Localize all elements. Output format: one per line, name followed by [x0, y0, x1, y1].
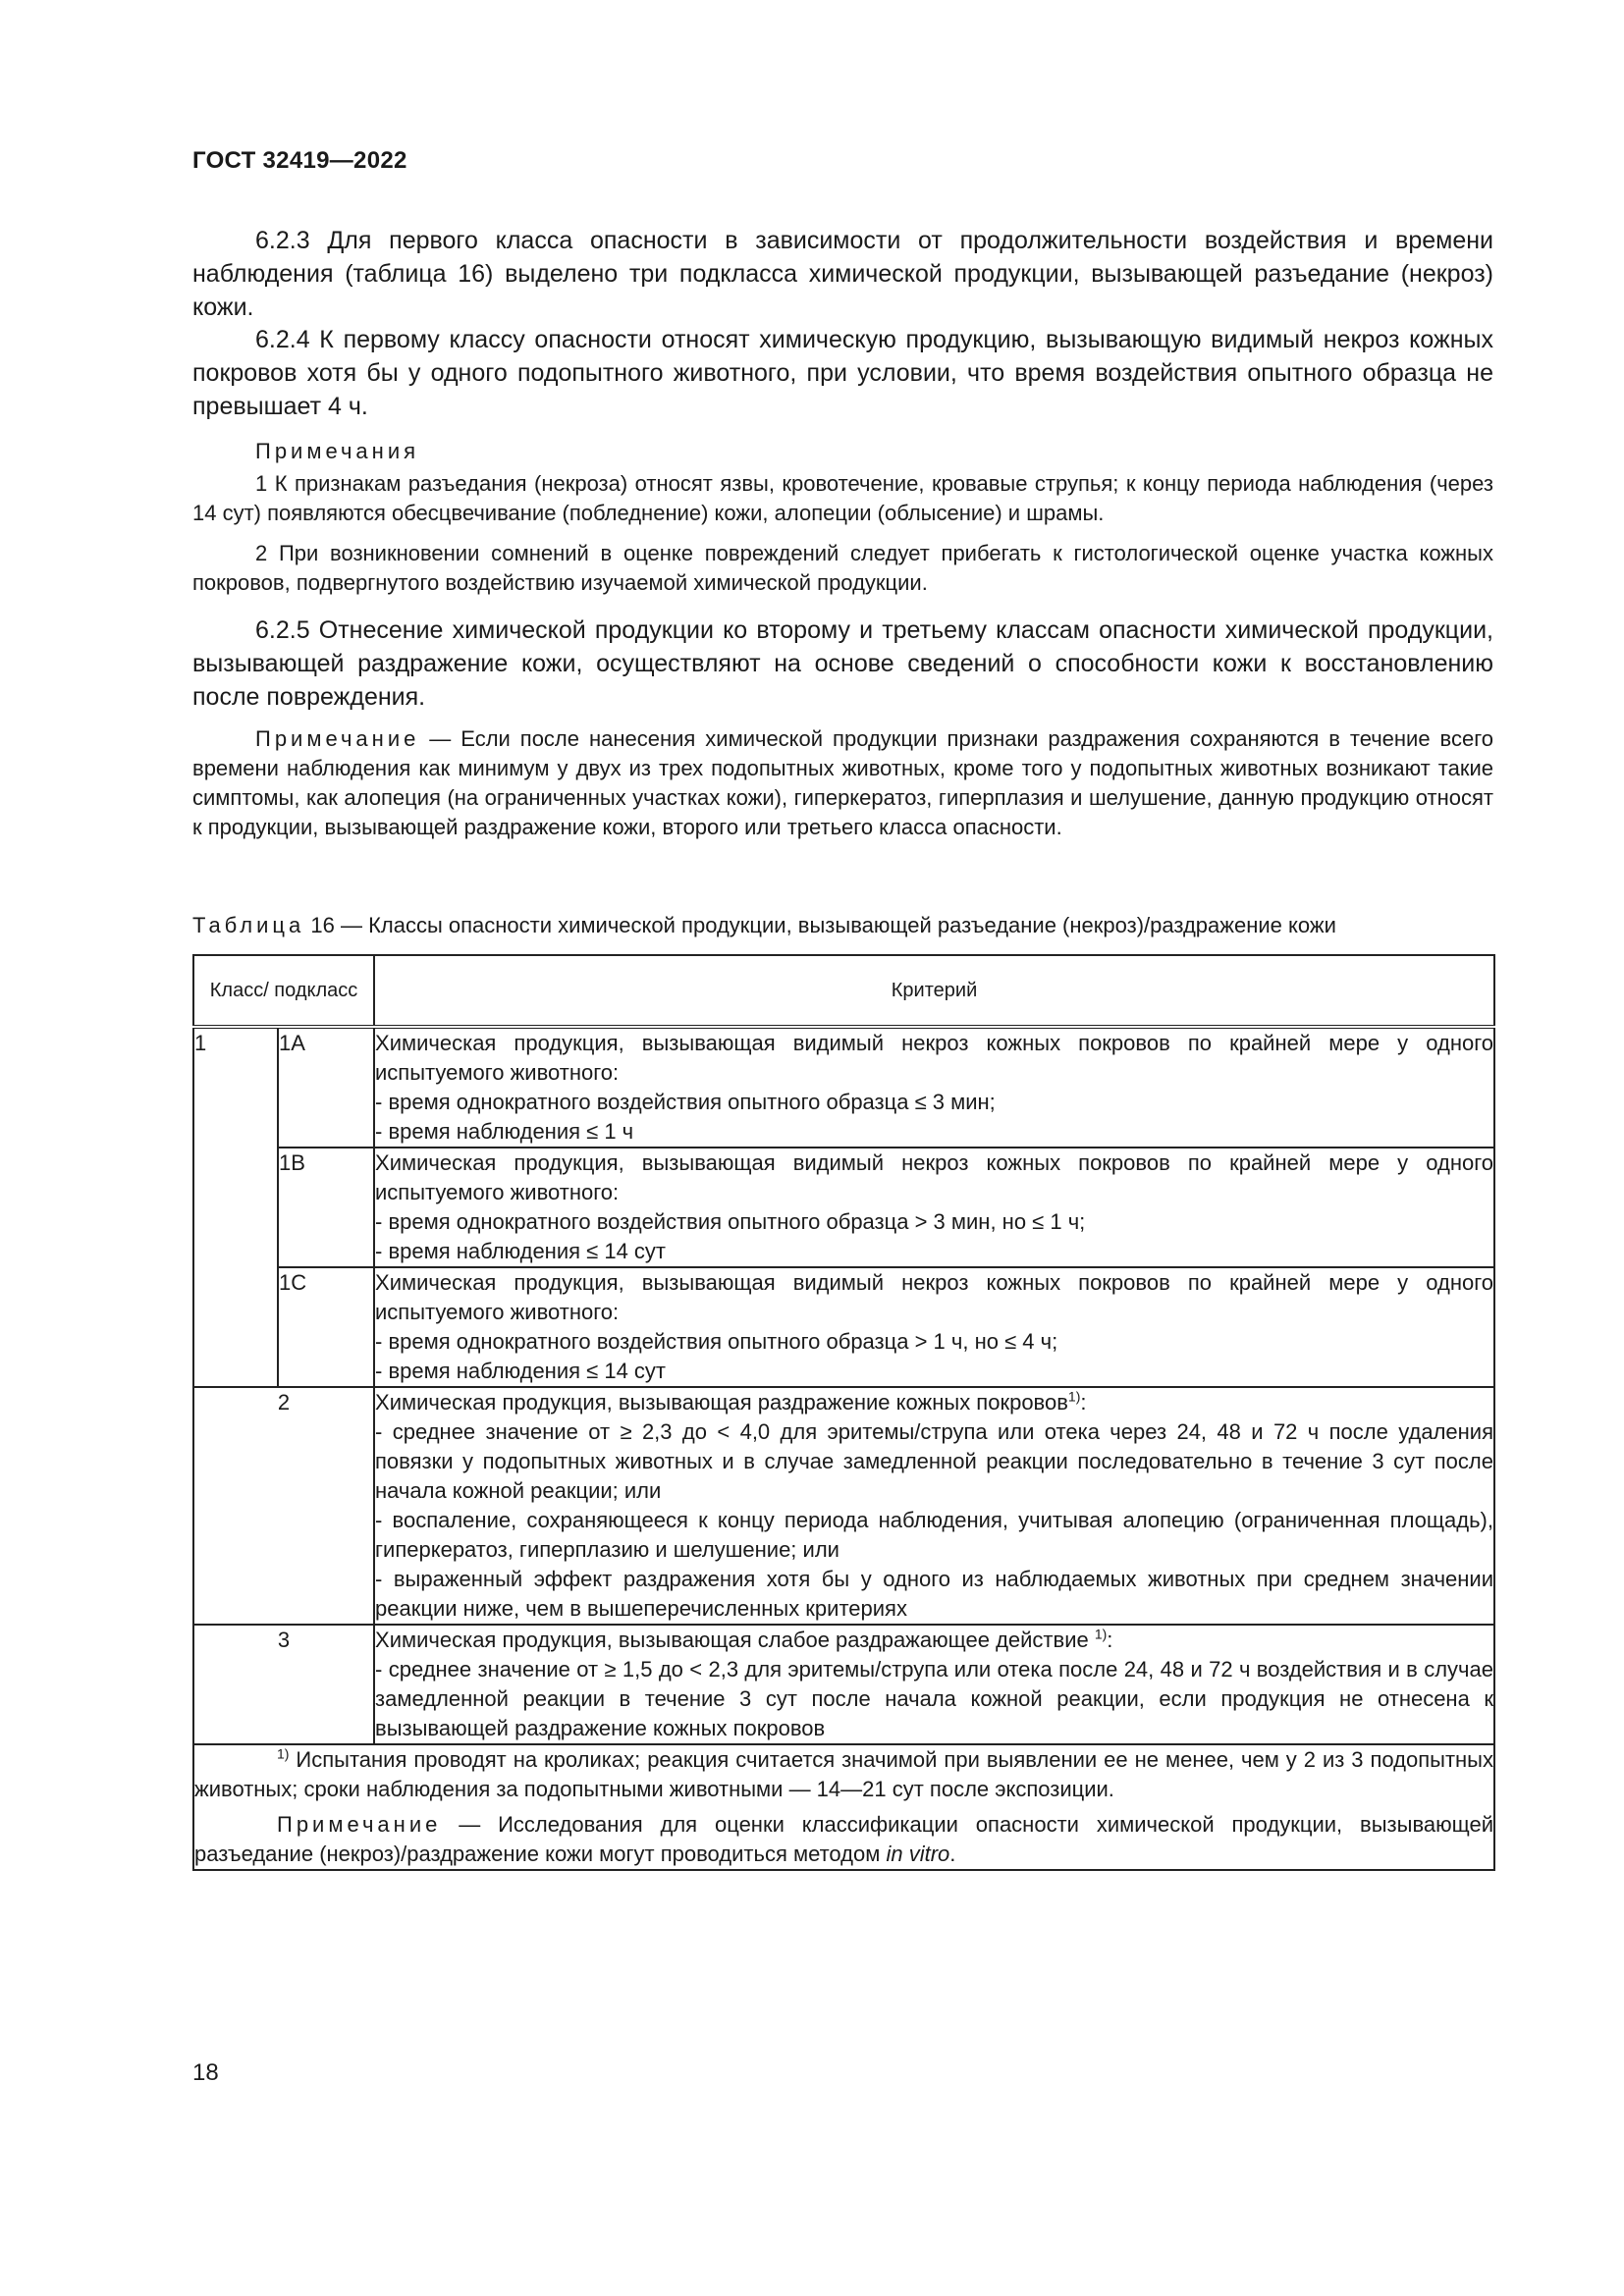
- criterion-intro: [375, 1626, 1493, 1655]
- page-number: 18: [192, 2059, 219, 2086]
- table-header-row: [193, 955, 1494, 1027]
- criterion-line: Химическая продукция, вызывающая видимый некроз кожных покровов по крайней мере у одного испытуемого животного:: [375, 1270, 1493, 1324]
- criterion-line: - время однократного воздействия опытного образца ≤ 3 мин;: [375, 1090, 996, 1114]
- criterion-line: - воспаление, сохраняющееся к концу периода наблюдения, учитывая алопецию (ограниченная площадь), гиперкератоз, гиперплазию и шелушение; или: [375, 1508, 1493, 1562]
- class-1-cell: 1: [193, 1027, 278, 1387]
- criterion-2: [374, 1387, 1494, 1625]
- table-caption: [192, 911, 1498, 940]
- table-row: [193, 1625, 1494, 1744]
- note-2: 2 При возникновении сомнений в оценке повреждений следует прибегать к гистологической оценке участка кожных покровов, подвергнутого воздействию изучаемой химической продукции.: [192, 541, 1493, 595]
- header-class-subclass: Класс/ подкласс: [193, 955, 374, 1027]
- criterion-line: - среднее значение от ≥ 1,5 до < 2,3 для эритемы/струпа или отека после 24, 48 и 72 ч воздействия и в случае замедленной реакции в течение 3 сут после начала кожной реакции, если продукция не отнесена к вызывающей раздражение кожных покровов: [375, 1657, 1493, 1740]
- table-note-end: .: [949, 1842, 956, 1866]
- footnote-ref: 1): [1067, 1388, 1081, 1405]
- criterion-3-intro-end: :: [1107, 1628, 1113, 1652]
- notes-title-label: Примечания: [255, 439, 420, 463]
- hazard-classes-table: [192, 954, 1495, 1871]
- note-1: 1 К признакам разъедания (некроза) относят язвы, кровотечение, кровавые струпья; к концу периода наблюдения (через 14 сут) появляются обесцвечивание (побледнение) кожи, алопеции (облысение) и шрамы.: [192, 471, 1493, 525]
- table-note: [194, 1810, 1493, 1869]
- criterion-line: - время наблюдения ≤ 14 сут: [375, 1359, 666, 1383]
- criterion-line: - время наблюдения ≤ 14 сут: [375, 1239, 666, 1263]
- table-caption-label: Таблица: [192, 913, 305, 937]
- criterion-1a: [374, 1027, 1494, 1148]
- paragraph-6-2-4: 6.2.4 К первому классу опасности относят химическую продукцию, вызывающую видимый некроз кожных покровов хотя бы у одного подопытного животного, при условии, что время воздействия опытного образца не превышает 4 ч.: [192, 326, 1493, 420]
- table-footnote: [193, 1744, 1494, 1870]
- criterion-line: - время однократного воздействия опытного образца > 3 мин, но ≤ 1 ч;: [375, 1209, 1086, 1234]
- paragraph-6-2-3: 6.2.3 Для первого класса опасности в зависимости от продолжительности воздействия и времени наблюдения (таблица 16) выделено три подкласса химической продукции, вызывающей разъедание (некроз) кожи.: [192, 227, 1493, 321]
- table-row: [193, 1148, 1494, 1267]
- criterion-1b: [374, 1148, 1494, 1267]
- header-criterion: Критерий: [374, 955, 1494, 1027]
- table-footnote-row: [193, 1744, 1494, 1870]
- criterion-line: - время наблюдения ≤ 1 ч: [375, 1119, 634, 1144]
- table-row: [193, 1387, 1494, 1625]
- footnote-text: [194, 1745, 1493, 1804]
- table-caption-text: 16 — Классы опасности химической продукции, вызывающей разъедание (некроз)/раздражение кожи: [304, 913, 1336, 937]
- table-note-italic: in vitro: [886, 1842, 950, 1866]
- subclass-1a-cell: 1А: [278, 1027, 374, 1148]
- table-row: [193, 1027, 1494, 1148]
- table-note-text: — Исследования для оценки классификации опасности химической продукции, вызывающей разъедание (некроз)/раздражение кожи могут проводиться методом: [194, 1812, 1493, 1866]
- criterion-line: - среднее значение от ≥ 2,3 до < 4,0 для эритемы/струпа или отека через 24, 48 и 72 ч после удаления повязки у подопытных животных и в случае замедленной реакции последовательно в течение 3 сут после начала кожной реакции; или: [375, 1419, 1493, 1503]
- criterion-2-intro-end: :: [1080, 1390, 1087, 1415]
- subclass-1b-cell: 1В: [278, 1148, 374, 1267]
- criterion-3-intro: Химическая продукция, вызывающая слабое раздражающее действие: [375, 1628, 1095, 1652]
- note-irritation-label: Примечание: [255, 726, 420, 751]
- criterion-line: - время однократного воздействия опытного образца > 1 ч, но ≤ 4 ч;: [375, 1329, 1058, 1354]
- criterion-line: Химическая продукция, вызывающая видимый некроз кожных покровов по крайней мере у одного испытуемого животного:: [375, 1150, 1493, 1204]
- table-row: [193, 1267, 1494, 1387]
- class-2-cell: 2: [193, 1387, 374, 1625]
- criterion-3: [374, 1625, 1494, 1744]
- criterion-1c: [374, 1267, 1494, 1387]
- criterion-2-intro: Химическая продукция, вызывающая раздражение кожных покровов: [375, 1390, 1068, 1415]
- table-note-label: Примечание: [277, 1812, 442, 1837]
- criterion-intro: [375, 1388, 1493, 1417]
- class-3-cell: 3: [193, 1625, 374, 1744]
- footnote-marker: 1): [277, 1745, 290, 1762]
- notes-title: [192, 437, 1493, 466]
- criterion-line: - выраженный эффект раздражения хотя бы у одного из наблюдаемых животных при среднем значении реакции ниже, чем в вышеперечисленных критериях: [375, 1567, 1493, 1621]
- subclass-1c-cell: 1С: [278, 1267, 374, 1387]
- note-irritation-text: — Если после нанесения химической продукции признаки раздражения сохраняются в течение всего времени наблюдения как минимум у двух из трех подопытных животных, кроме того у подопытных животных возникают такие симптомы, как алопеция (на ограниченных участках кожи), гиперкератоз, гиперплазия и шелушение, данную продукцию относят к продукции, вызывающей раздражение кожи, второго или третьего класса опасности.: [192, 726, 1493, 839]
- paragraph-6-2-5: 6.2.5 Отнесение химической продукции ко второму и третьему классам опасности химической продукции, вызывающей раздражение кожи, осуществляют на основе сведений о способности кожи к восстановлению после повреждения.: [192, 616, 1493, 711]
- footnote-body: Испытания проводят на кроликах; реакция считается значимой при выявлении ее не менее, чем у 2 из 3 подопытных животных; сроки наблюдения за подопытными животными — 14—21 сут после экспозиции.: [194, 1747, 1493, 1801]
- criterion-line: Химическая продукция, вызывающая видимый некроз кожных покровов по крайней мере у одного испытуемого животного:: [375, 1031, 1493, 1085]
- document-code: ГОСТ 32419—2022: [192, 147, 407, 174]
- footnote-ref: 1): [1094, 1626, 1108, 1642]
- note-irritation: [192, 724, 1493, 842]
